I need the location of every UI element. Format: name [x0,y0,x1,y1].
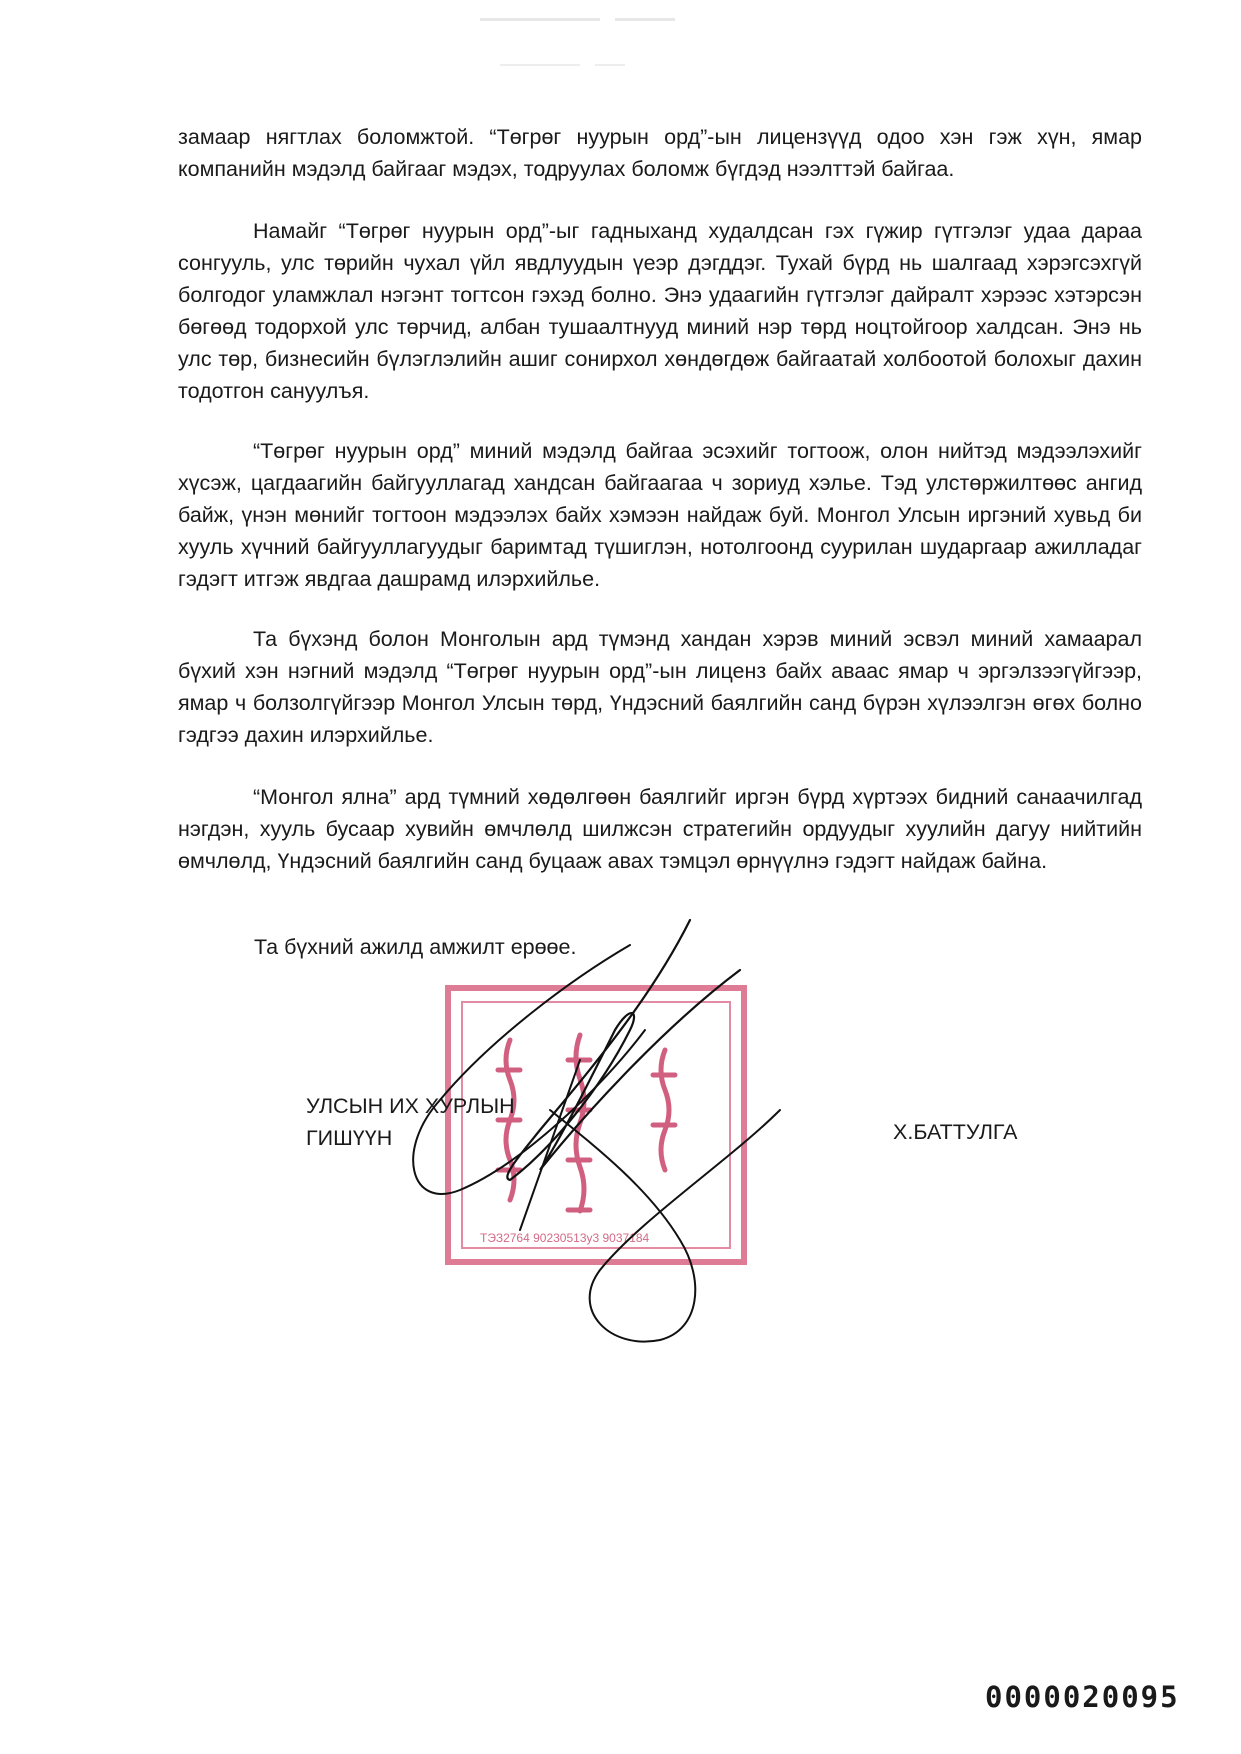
handwritten-signature [400,910,850,1400]
stamp-bottom-text: ТЭЗ2764 90230513у3 9037184 [480,1231,650,1245]
faint-header-marks [460,6,760,76]
paragraph-police-request: “Төгрөг нуурын орд” миний мэдэлд байгаа эсэхийг тогтоож, олон нийтэд мэдээлэхийг хүсэж, цагдаагийн байгууллагад хандсан байгаагаа ч зориуд хэлье. Тэд улстөржилтөөс ангид байж, үнэн мөнийг тогтоон мэдээлэх байх хэмээн найдаж буй. Монгол Улсын иргэний хувьд би хууль хүчний байгууллагуудыг баримтад түшиглэн, нотолгоонд суурилан шударгаар ажилладаг гэдэгт итгэж явдгаа дашрамд илэрхийлье. [178,439,1142,591]
document-serial-number: 0000020095 [985,1680,1180,1714]
paragraph-continuation: замаар нягтлах боломжтой. “Төгрөг нуурын орд”-ын лицензүүд одоо хэн гэж хүн, ямар компанийн мэдэлд байгааг мэдэх, тодруулах боломж бүгдэд нээлттэй байгаа. [178,125,1142,181]
closing-line: Та бүхний ажилд амжилт ерөөе. [254,935,577,959]
signatory-title-line1: УЛСЫН ИХ ХУРЛЫН [306,1094,515,1118]
signatory-name: Х.БАТТУЛГА [893,1120,1018,1144]
paragraph-license-transfer-pledge: Та бүхэнд болон Монголын ард түмэнд хандан хэрэв миний эсвэл миний хамаарал бүхий хэн нэгний мэдэлд “Төгрөг нуурын орд”-ын лиценз байх аваас ямар ч эргэлзээгүйгээр, ямар ч болзолгүйгээр Монгол Улсын төрд, Үндэсний баялгийн санд бүрэн хүлээлгэн өгөх болно гэдгээ дахин илэрхийлье. [178,627,1142,747]
paragraph-movement-appeal: “Монгол ялна” ард түмний хөдөлгөөн баялгийг иргэн бүрд хүртээх бидний санаачилгад нэгдэн, хууль бусаар хувийн өмчлөлд шилжсэн стратегийн ордуудыг хуулийн дагуу нийтийн өмчлөлд, Үндэсний баялгийн санд буцааж авах тэмцэл өрнүүлнэ гэдэгт найдаж байна. [178,785,1142,873]
paragraph-slander-statement: Намайг “Төгрөг нуурын орд”-ыг гадныханд худалдсан гэх гүжир гүтгэлэг удаа дараа сонгууль, улс төрийн чухал үйл явдлуудын үеэр дэгддэг. Тухай бүрд нь шалгаад хэрэгсэхгүй болгодог уламжлал нэгэнт тогтсон гэхэд болно. Энэ удаагийн гүтгэлэг дайралт хэрээс хэтэрсэн бөгөөд тодорхой улс төрчид, албан тушаалтнууд миний нэр төрд ноцтойгоор халдсан. Энэ нь улс төр, бизнесийн бүлэглэлийн ашиг сонирхол хөндөгдөж байгаатай холбоотой болохыг дахин тодотгон сануулъя. [178,219,1142,403]
signatory-title-line2: ГИШҮҮН [306,1126,393,1150]
